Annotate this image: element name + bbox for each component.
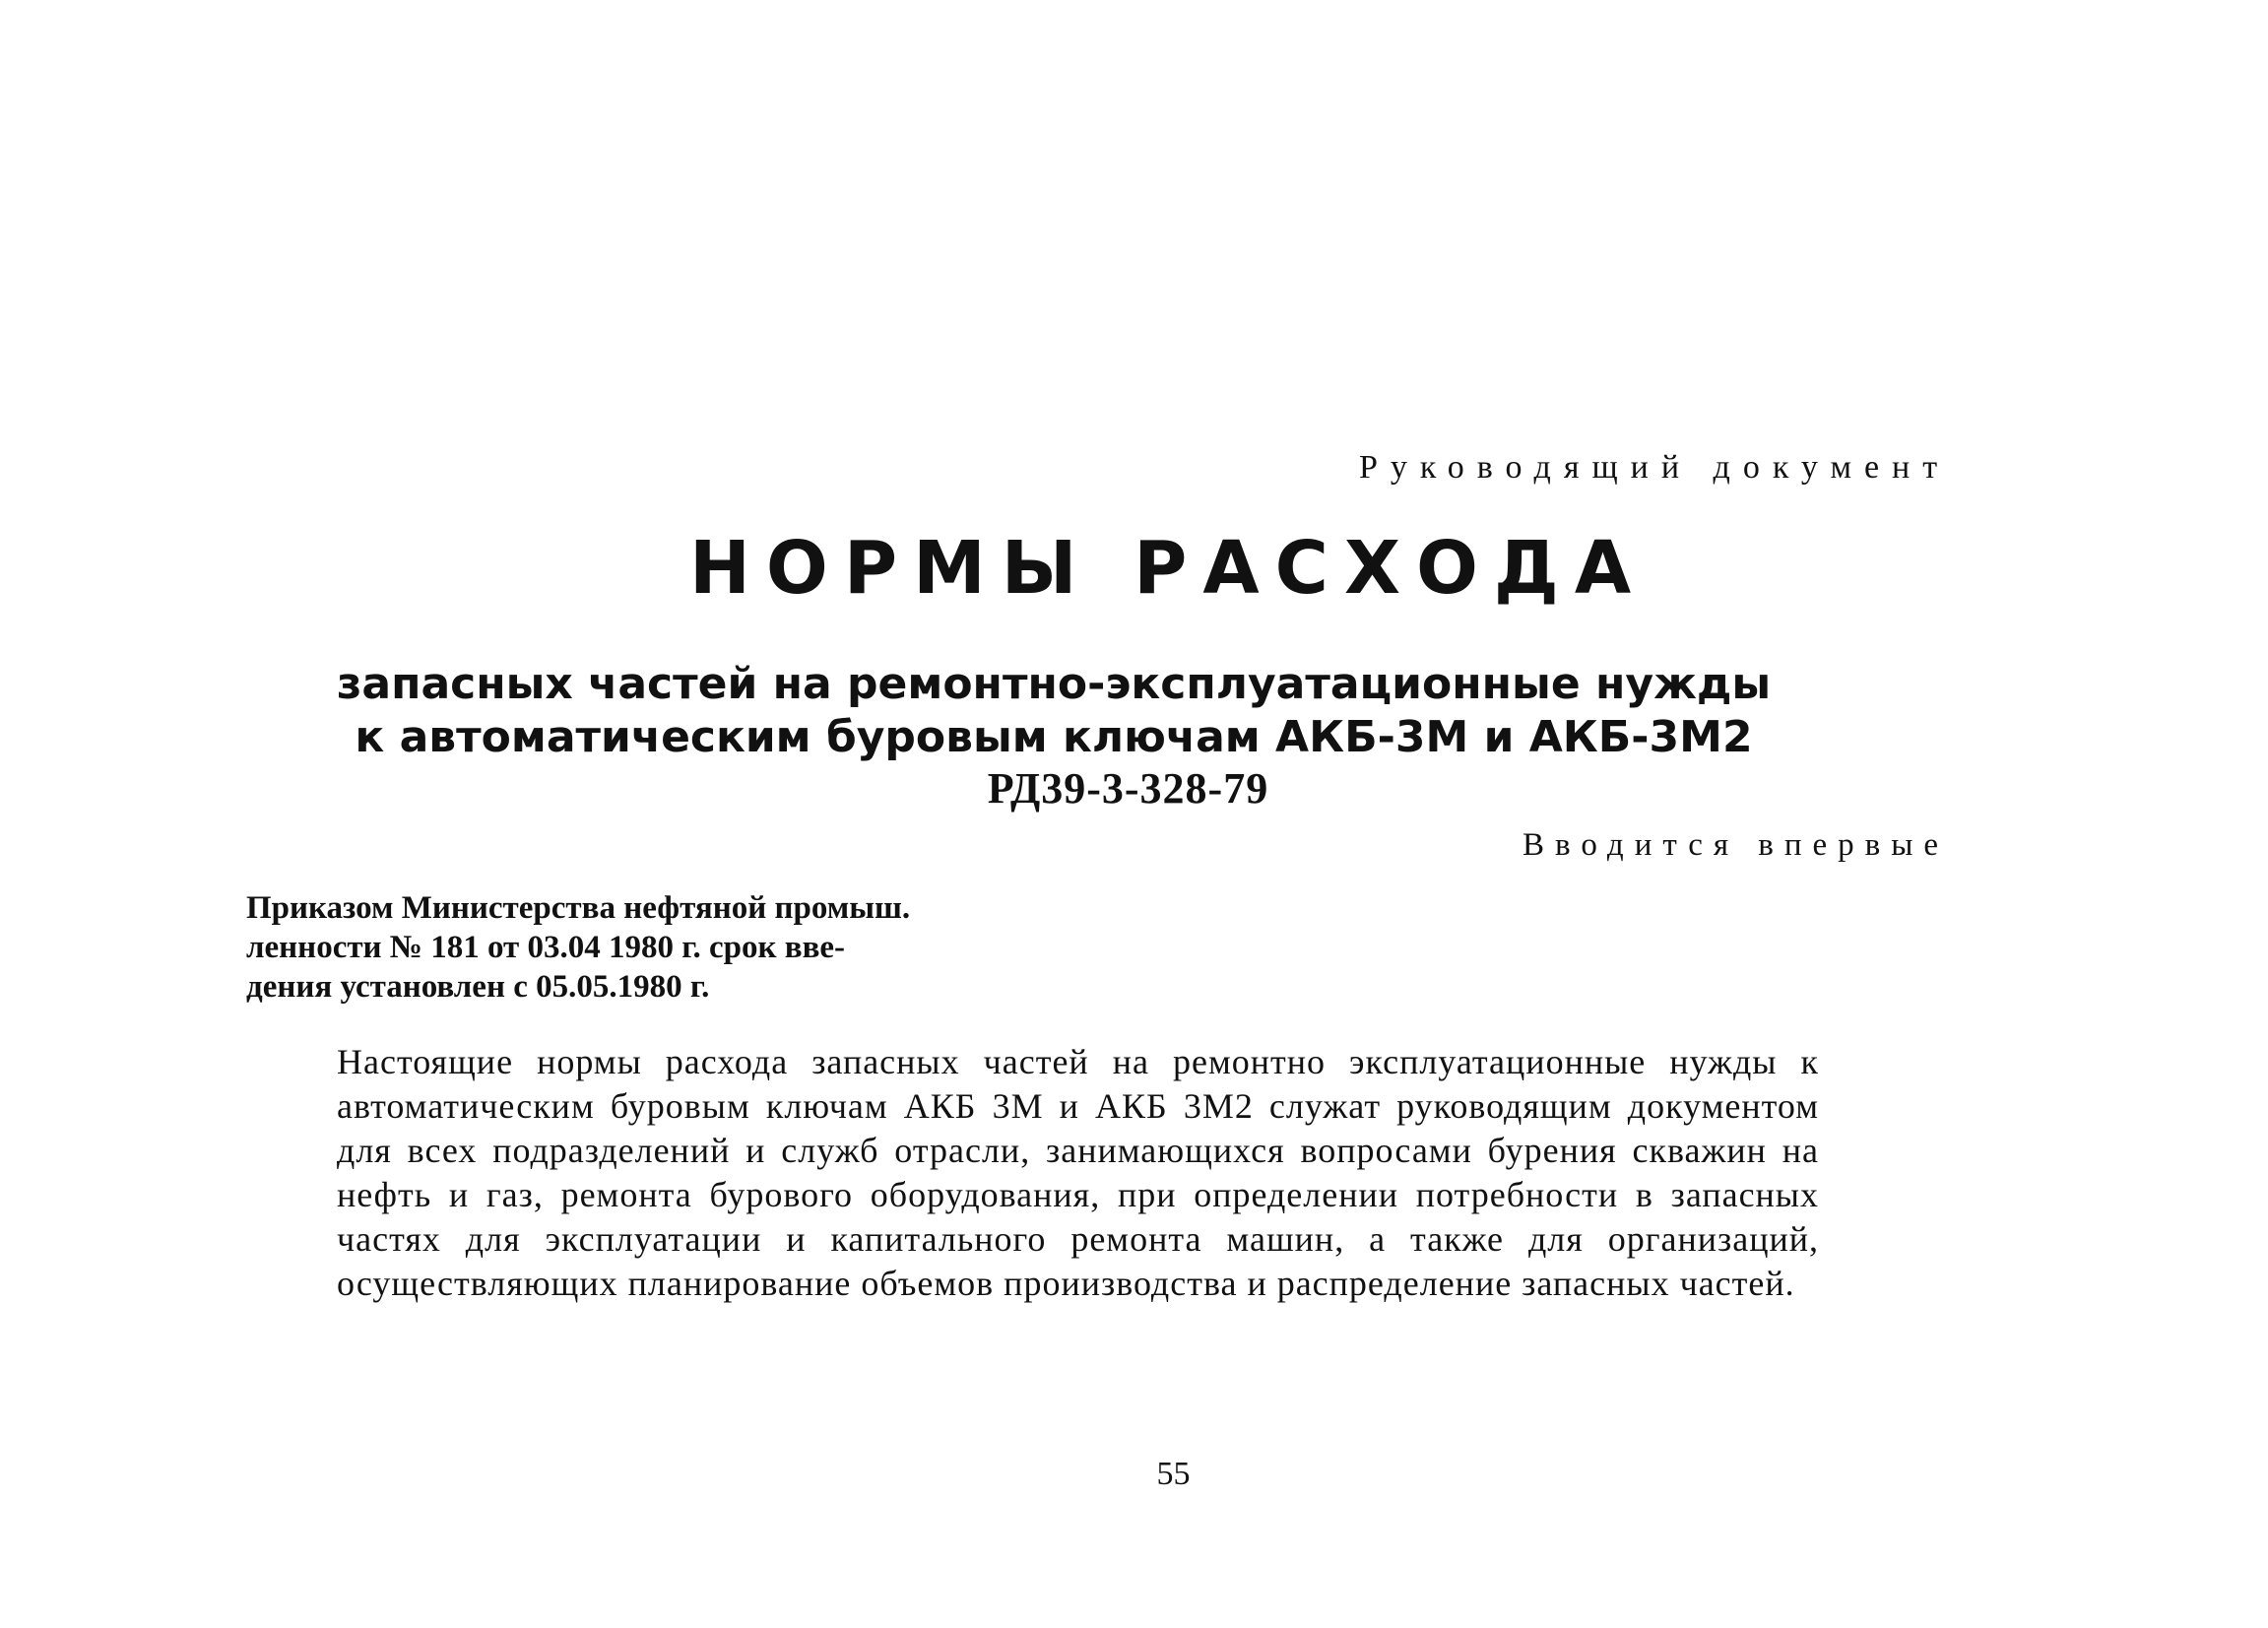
order-reference [246, 888, 1093, 1007]
document-type-label: Руководящий документ [1359, 449, 1951, 486]
order-line: ленности № 181 от 03.04 1980 г. срок вве- [246, 930, 846, 965]
document-title: НОРМЫ РАСХОДА [689, 526, 1648, 611]
introduction-note: Вводится впервые [1523, 827, 1950, 863]
subtitle-line: запасных частей на ремонтно-эксплуатационные нужды [336, 659, 1772, 709]
subtitle-line: к автоматическим буровым ключам АКБ-3М и АКБ-3М2 [355, 712, 1753, 762]
document-code: РД39-3-328-79 [987, 764, 1269, 813]
page-number: 55 [1156, 1456, 1191, 1492]
order-line: дения установлен с 05.05.1980 г. [246, 969, 710, 1005]
document-subtitle [325, 658, 1782, 764]
body-paragraph: Настоящие нормы расхода запасных частей на ремонтно эксплуатационные нужды к автоматическим буровым ключам АКБ 3М и АКБ 3М2 служат руководящим документом для всех подразделений и служб отрасли, занимающихся вопросами бурения скважин на нефть и газ, ремонта бурового оборудования, при определении потребности в запасных частях для эксплуатации и капитального ремонта машин, а также для организаций, осуществляющих планирование объемов проиизводства и распределение запасных частей. [337, 1042, 1819, 1303]
order-line: Приказом Министерства нефтяной промыш. [246, 890, 911, 926]
